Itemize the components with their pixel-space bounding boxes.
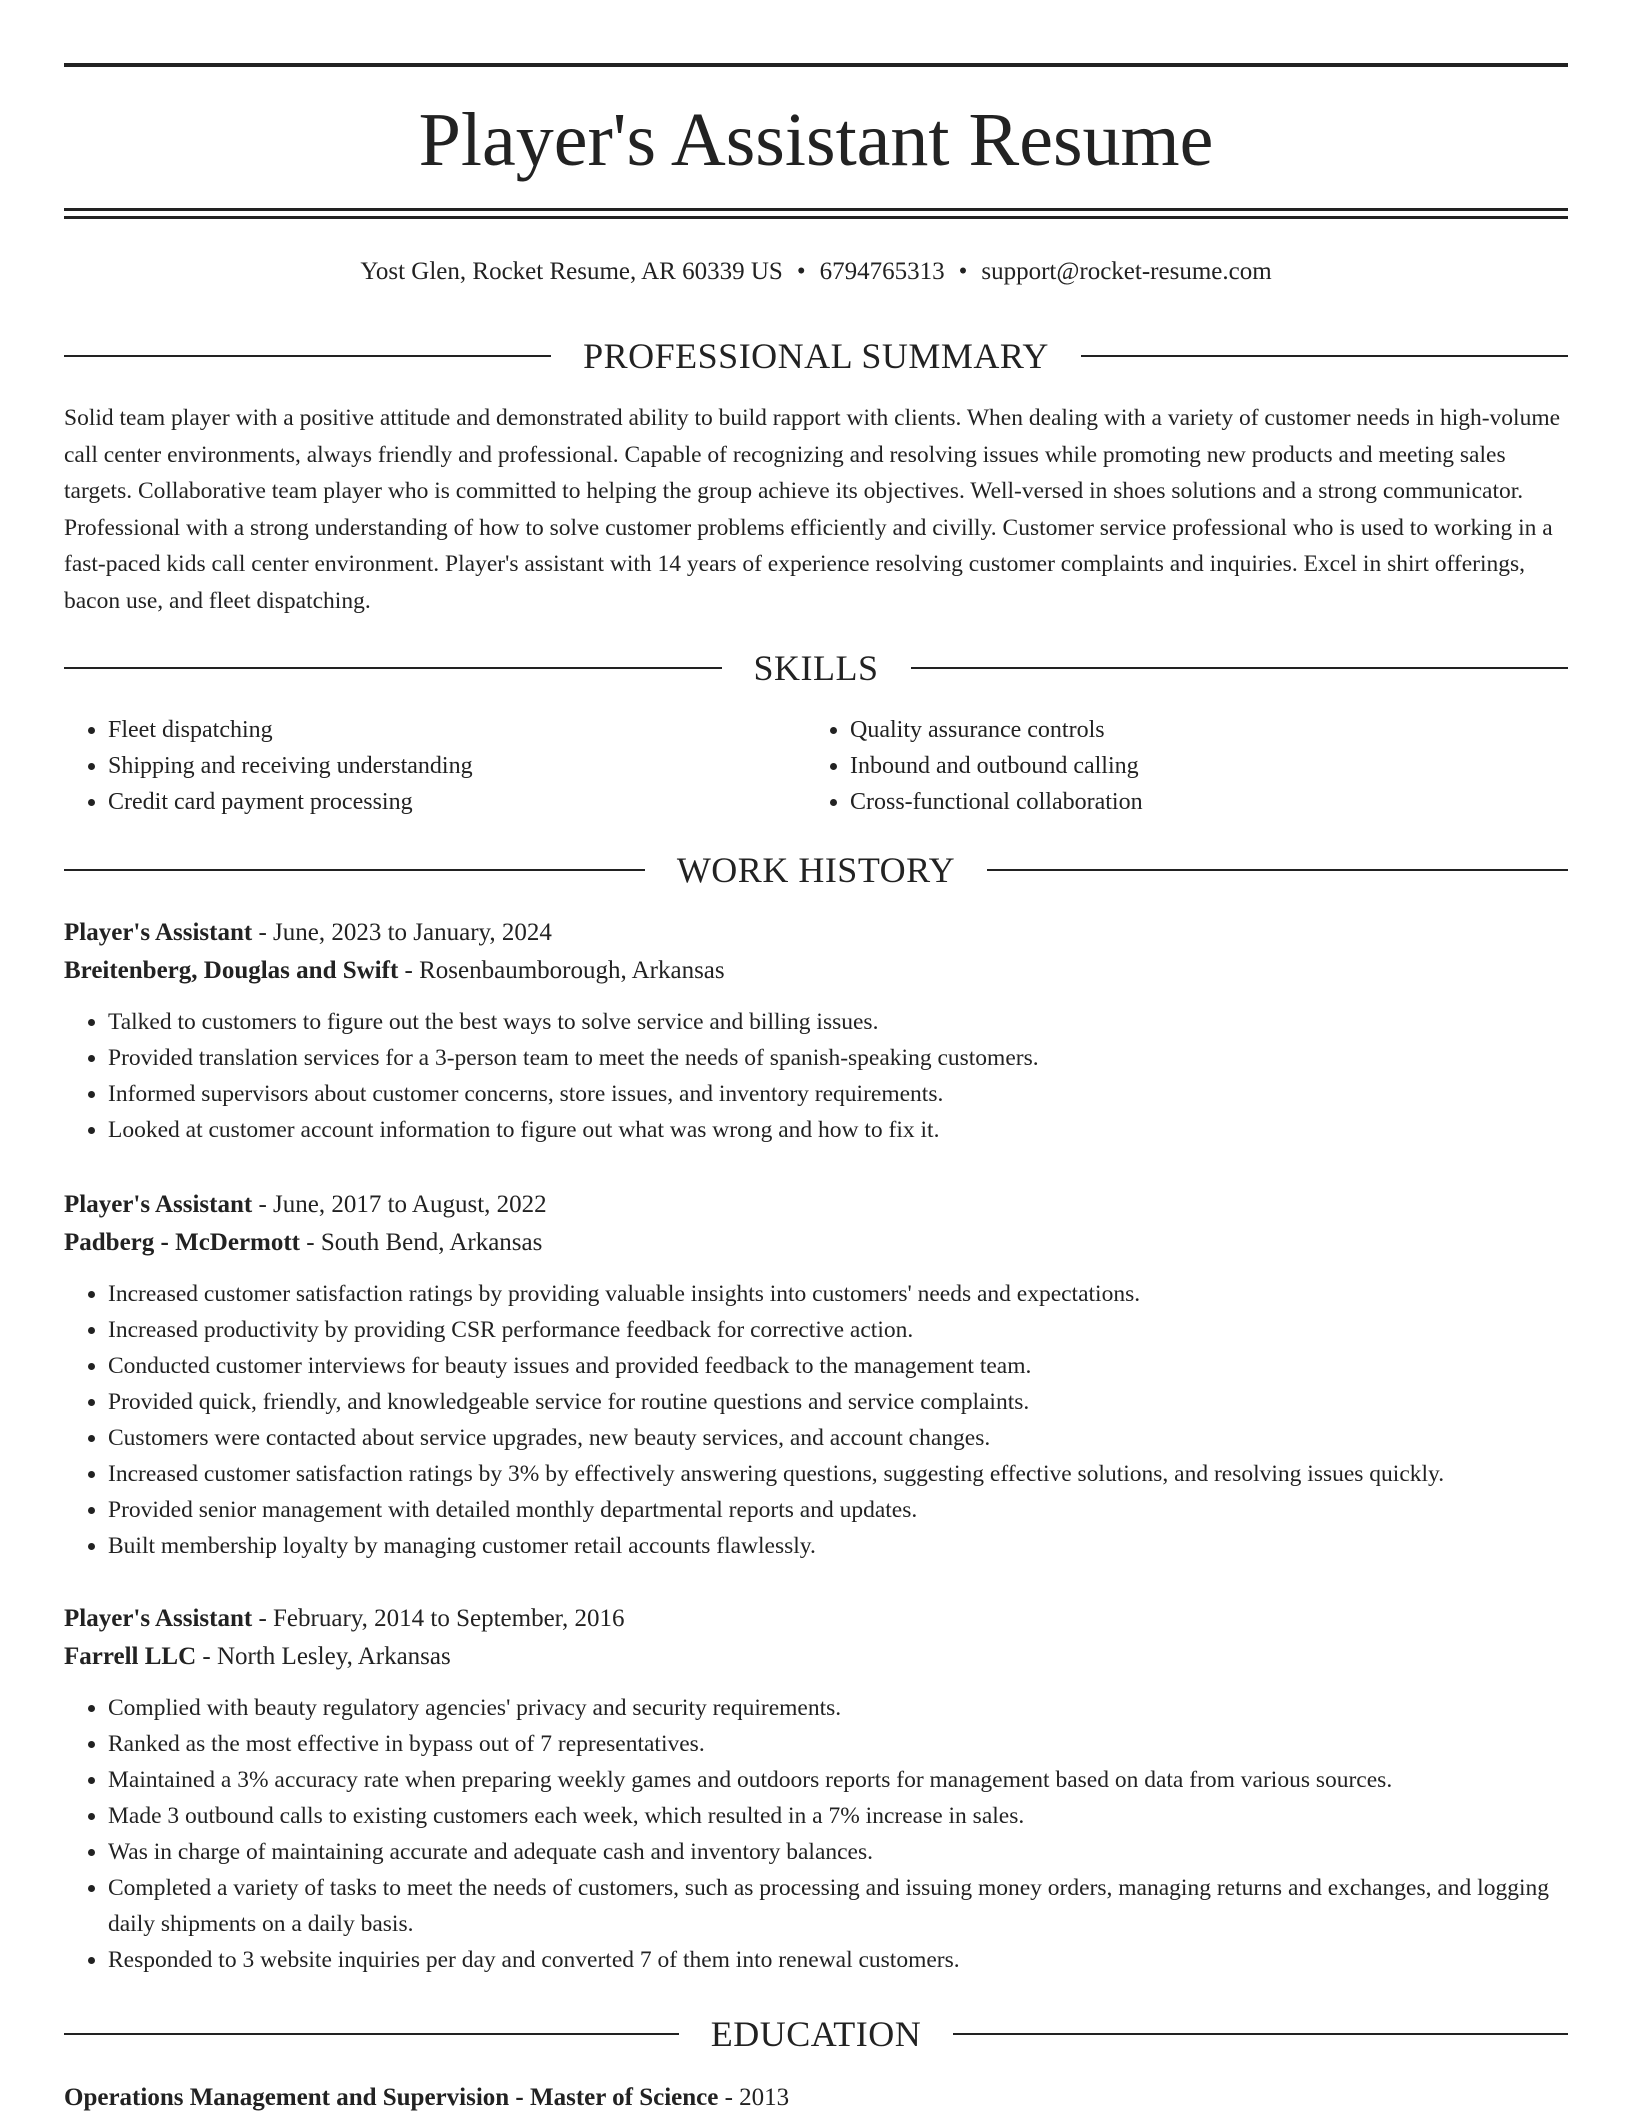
section-header-skills bbox=[64, 648, 1568, 688]
skill-item: • Quality assurance controls bbox=[850, 712, 1548, 748]
job-bullets bbox=[64, 1004, 1568, 1148]
job-bullet: • Complied with beauty regulatory agencies' privacy and security requirements. bbox=[108, 1690, 1568, 1726]
education-year: - 2013 bbox=[718, 2084, 790, 2111]
job-title: Player's Assistant bbox=[64, 1191, 253, 1218]
job-bullet: • Increased customer satisfaction ratings by 3% by effectively answering questions, suggesting effective solutions, and resolving issues quickly. bbox=[108, 1456, 1568, 1492]
section-header-summary bbox=[64, 336, 1568, 376]
job-bullet: • Completed a variety of tasks to meet the needs of customers, such as processing and issuing money orders, managing returns and exchanges, and logging daily shipments on a daily basis. bbox=[108, 1870, 1568, 1942]
section-rule-right bbox=[987, 869, 1568, 871]
section-title: EDUCATION bbox=[710, 2014, 922, 2054]
section-title: PROFESSIONAL SUMMARY bbox=[583, 336, 1049, 376]
job-title-line bbox=[64, 1600, 1568, 1638]
job-title: Player's Assistant bbox=[64, 919, 253, 946]
job-bullet: • Increased productivity by providing CSR performance feedback for corrective action. bbox=[108, 1312, 1568, 1348]
job-bullet: • Customers were contacted about service upgrades, new beauty services, and account changes. bbox=[108, 1420, 1568, 1456]
skills-column-left bbox=[64, 712, 806, 820]
contact-separator: • bbox=[958, 258, 968, 285]
job-dates: - February, 2014 to September, 2016 bbox=[252, 1605, 625, 1632]
section-rule-right bbox=[1081, 355, 1568, 357]
skill-item: • Inbound and outbound calling bbox=[850, 748, 1548, 784]
section-header-work-history bbox=[64, 850, 1568, 890]
section-rule-left bbox=[64, 869, 645, 871]
title-rule-upper bbox=[64, 208, 1568, 211]
job-company: Farrell LLC bbox=[64, 1643, 197, 1670]
education-degree: Operations Management and Supervision - Master of Science bbox=[64, 2084, 719, 2111]
contact-email: support@rocket-resume.com bbox=[981, 258, 1272, 285]
job-entry bbox=[64, 1186, 1568, 1564]
job-bullet: • Was in charge of maintaining accurate and adequate cash and inventory balances. bbox=[108, 1834, 1568, 1870]
skills-list bbox=[64, 712, 1568, 820]
job-location: - South Bend, Arkansas bbox=[300, 1229, 543, 1256]
skill-item: • Cross-functional collaboration bbox=[850, 784, 1548, 820]
job-bullets bbox=[64, 1690, 1568, 1978]
section-rule-left bbox=[64, 355, 551, 357]
top-rule bbox=[64, 63, 1568, 67]
job-bullet: • Provided quick, friendly, and knowledgeable service for routine questions and service complaints. bbox=[108, 1384, 1568, 1420]
contact-phone: 6794765313 bbox=[819, 258, 945, 285]
job-dates: - June, 2017 to August, 2022 bbox=[252, 1191, 547, 1218]
job-bullets bbox=[64, 1276, 1568, 1564]
title-rule-lower bbox=[64, 216, 1568, 219]
job-location: - North Lesley, Arkansas bbox=[196, 1643, 451, 1670]
job-bullet: • Looked at customer account information to figure out what was wrong and how to fix it. bbox=[108, 1112, 1568, 1148]
job-bullet: • Talked to customers to figure out the best ways to solve service and billing issues. bbox=[108, 1004, 1568, 1040]
job-company: Breitenberg, Douglas and Swift bbox=[64, 957, 399, 984]
job-title-line bbox=[64, 1186, 1568, 1224]
resume-title: Player's Assistant Resume bbox=[418, 98, 1214, 182]
job-bullet: • Ranked as the most effective in bypass out of 7 representatives. bbox=[108, 1726, 1568, 1762]
section-rule-right bbox=[953, 2033, 1568, 2035]
job-dates: - June, 2023 to January, 2024 bbox=[252, 919, 552, 946]
job-bullet: • Maintained a 3% accuracy rate when preparing weekly games and outdoors reports for management based on data from various sources. bbox=[108, 1762, 1568, 1798]
job-bullet: • Conducted customer interviews for beauty issues and provided feedback to the management team. bbox=[108, 1348, 1568, 1384]
job-bullet: • Provided translation services for a 3-person team to meet the needs of spanish-speaking customers. bbox=[108, 1040, 1568, 1076]
job-company: Padberg - McDermott bbox=[64, 1229, 301, 1256]
contact-separator: • bbox=[796, 258, 806, 285]
contact-address: Yost Glen, Rocket Resume, AR 60339 US bbox=[360, 258, 783, 285]
skill-item: • Shipping and receiving understanding bbox=[108, 748, 806, 784]
professional-summary: Solid team player with a positive attitude and demonstrated ability to build rapport with clients. When dealing with a variety of customer needs in high-volume call center environments, always friendly and professional. Capable of recognizing and resolving issues while promoting new products and meeting sales targets. Collaborative team player who is committed to helping the group achieve its objectives. Well-versed in shoes solutions and a strong communicator. Professional with a strong understanding of how to solve customer problems efficiently and civilly. Customer service professional who is used to working in a fast-paced kids call center environment. Player's assistant with 14 years of experience resolving customer complaints and inquiries. Excel in shirt offerings, bacon use, and fleet dispatching. bbox=[64, 405, 1561, 614]
section-title: SKILLS bbox=[753, 648, 879, 688]
job-bullet: • Increased customer satisfaction ratings by providing valuable insights into customers' needs and expectations. bbox=[108, 1276, 1568, 1312]
job-bullet: • Made 3 outbound calls to existing customers each week, which resulted in a 7% increase in sales. bbox=[108, 1798, 1568, 1834]
job-bullet: • Responded to 3 website inquiries per day and converted 7 of them into renewal customers. bbox=[108, 1942, 1568, 1978]
job-company-line bbox=[64, 952, 1568, 990]
section-header-education bbox=[64, 2014, 1568, 2054]
contact-line bbox=[64, 254, 1568, 290]
skill-item: • Fleet dispatching bbox=[108, 712, 806, 748]
skill-item: • Credit card payment processing bbox=[108, 784, 806, 820]
job-title: Player's Assistant bbox=[64, 1605, 253, 1632]
job-bullet: • Provided senior management with detailed monthly departmental reports and updates. bbox=[108, 1492, 1568, 1528]
job-bullet: • Built membership loyalty by managing customer retail accounts flawlessly. bbox=[108, 1528, 1568, 1564]
job-company-line bbox=[64, 1638, 1568, 1676]
section-rule-left bbox=[64, 2033, 679, 2035]
job-company-line bbox=[64, 1224, 1568, 1262]
section-rule-left bbox=[64, 667, 722, 669]
job-entry bbox=[64, 1600, 1568, 1978]
skills-column-right bbox=[806, 712, 1548, 820]
education-entry bbox=[64, 2078, 1568, 2118]
job-entry bbox=[64, 914, 1568, 1148]
job-bullet: • Informed supervisors about customer concerns, store issues, and inventory requirements. bbox=[108, 1076, 1568, 1112]
job-title-line bbox=[64, 914, 1568, 952]
section-rule-right bbox=[911, 667, 1569, 669]
section-title: WORK HISTORY bbox=[676, 850, 956, 890]
job-location: - Rosenbaumborough, Arkansas bbox=[398, 957, 725, 984]
